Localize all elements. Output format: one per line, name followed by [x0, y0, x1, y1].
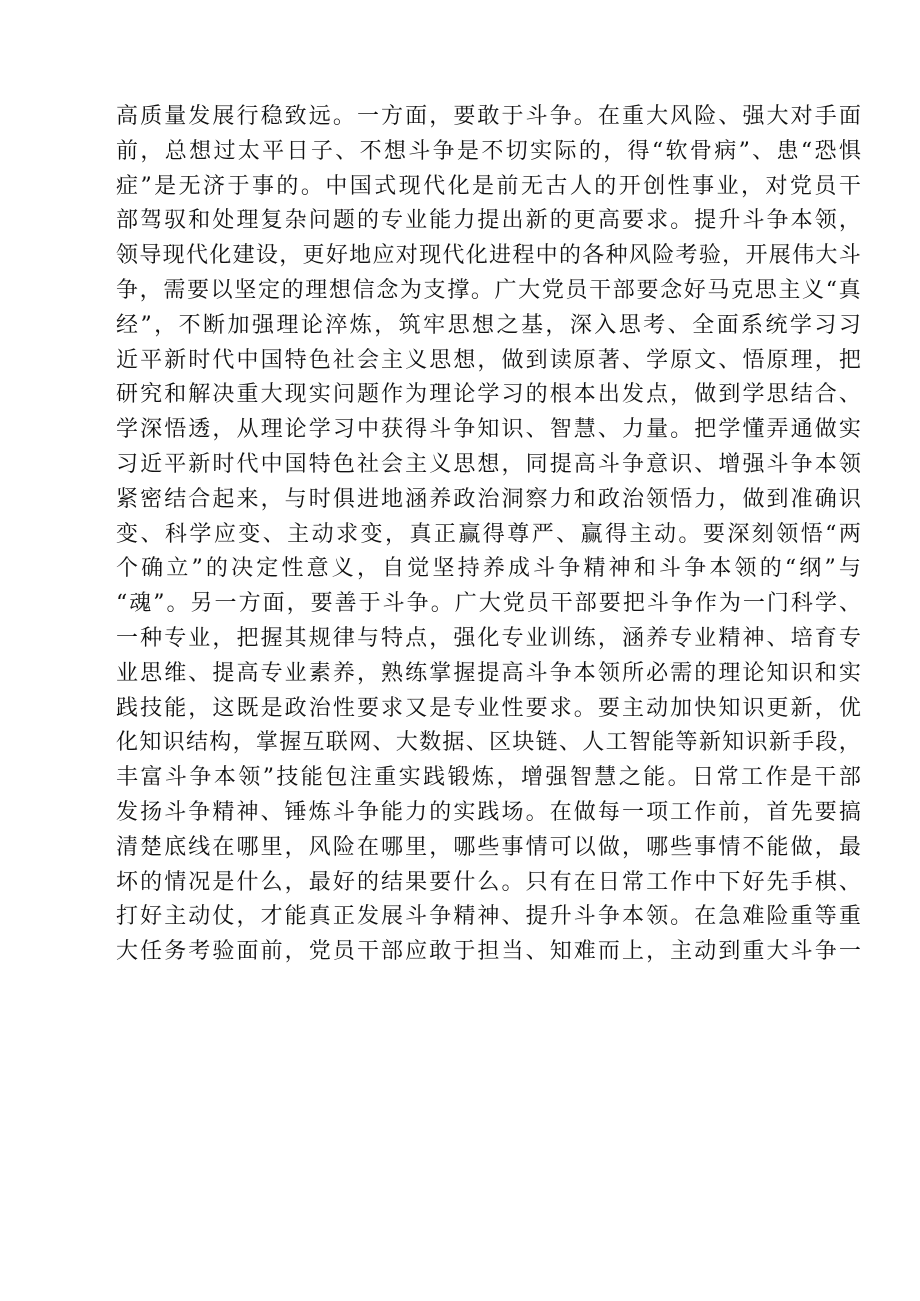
text-line: 研 究 和 解 决 重 大 现 实 问 题 作 为 理 论 学 习 的 根 本 出 发 点 ， 做 到 学 思 结 合 、 — [116, 382, 861, 408]
text-line: 一 种 专 业 ， 把 握 其 规 律 与 特 点 ， 强 化 专 业 训 练 ， 涵 养 专 业 精 神 、 培 育 专 — [116, 625, 861, 651]
text-line: 经 ” ， 不 断 加 强 理 论 淬 炼 ， 筑 牢 思 想 之 基 ， 深 入 思 考 、 全 面 系 统 学 习 习 — [116, 312, 861, 338]
text-line: 近 平 新 时 代 中 国 特 色 社 会 主 义 思 想 ， 做 到 读 原 著 、 学 原 文 、 悟 原 理 ， 把 — [116, 347, 861, 373]
text-line: 丰 富 斗 争 本 领 ” 技 能 包 注 重 实 践 锻 炼 ， 增 强 智 慧 之 能 。 日 常 工 作 是 干 部 — [116, 765, 861, 791]
text-line: 业 思 维 、 提 高 专 业 素 养 ， 熟 练 掌 握 提 高 斗 争 本 领 所 必 需 的 理 论 知 识 和 实 — [116, 660, 861, 686]
text-line: 个 确 立 ” 的 决 定 性 意 义 ， 自 觉 坚 持 养 成 斗 争 精 神 和 斗 争 本 领 的 “ 纲 ” 与 — [116, 556, 861, 582]
text-line: 打 好 主 动 仗 ， 才 能 真 正 发 展 斗 争 精 神 、 提 升 斗 争 本 领 。 在 急 难 险 重 等 重 — [116, 904, 861, 930]
text-line: 部 驾 驭 和 处 理 复 杂 问 题 的 专 业 能 力 提 出 新 的 更 高 要 求 。 提 升 斗 争 本 领 ， — [116, 208, 861, 234]
text-line: 高 质 量 发 展 行 稳 致 远 。 一 方 面 ， 要 敢 于 斗 争 。 在 重 大 风 险 、 强 大 对 手 面 — [116, 104, 861, 129]
text-line: 前 ， 总 想 过 太 平 日 子 、 不 想 斗 争 是 不 切 实 际 的 ， 得 “ 软 骨 病 ” 、 患 “ 恐 惧 — [116, 138, 861, 164]
body-text — [116, 100, 861, 970]
text-line: 发 扬 斗 争 精 神 、 锤 炼 斗 争 能 力 的 实 践 场 。 在 做 每 一 项 工 作 前 ， 首 先 要 搞 — [116, 799, 861, 825]
text-line: 争 ， 需 要 以 坚 定 的 理 想 信 念 为 支 撑 。 广 大 党 员 干 部 要 念 好 马 克 思 主 义 “ 真 — [116, 277, 861, 303]
text-line: 学 深 悟 透 ， 从 理 论 学 习 中 获 得 斗 争 知 识 、 智 慧 、 力 量 。 把 学 懂 弄 通 做 实 — [116, 417, 861, 443]
text-line: 大 任 务 考 验 面 前 ， 党 员 干 部 应 敢 于 担 当 、 知 难 而 上 ， 主 动 到 重 大 斗 争 一 — [116, 939, 861, 965]
text-line: “ 魂 ” 。 另 一 方 面 ， 要 善 于 斗 争 。 广 大 党 员 干 部 要 把 斗 争 作 为 一 门 科 学 、 — [116, 591, 861, 617]
text-line: 坏 的 情 况 是 什 么 ， 最 好 的 结 果 要 什 么 。 只 有 在 日 常 工 作 中 下 好 先 手 棋 、 — [116, 869, 861, 895]
text-line: 化 知 识 结 构 ， 掌 握 互 联 网 、 大 数 据 、 区 块 链 、 人 工 智 能 等 新 知 识 新 手 段 ， — [116, 730, 861, 756]
text-line: 紧 密 结 合 起 来 ， 与 时 俱 进 地 涵 养 政 治 洞 察 力 和 政 治 领 悟 力 ， 做 到 准 确 识 — [116, 486, 861, 512]
text-line: 习 近 平 新 时 代 中 国 特 色 社 会 主 义 思 想 ， 同 提 高 斗 争 意 识 、 增 强 斗 争 本 领 — [116, 451, 861, 477]
text-line: 领 导 现 代 化 建 设 ， 更 好 地 应 对 现 代 化 进 程 中 的 各 种 风 险 考 验 ， 开 展 伟 大 斗 — [116, 243, 861, 269]
text-line: 症 ” 是 无 济 于 事 的 。 中 国 式 现 代 化 是 前 无 古 人 的 开 创 性 事 业 ， 对 党 员 干 — [116, 173, 861, 199]
text-line: 清 楚 底 线 在 哪 里 ， 风 险 在 哪 里 ， 哪 些 事 情 可 以 做 ， 哪 些 事 情 不 能 做 ， 最 — [116, 834, 861, 860]
text-line: 践 技 能 ， 这 既 是 政 治 性 要 求 又 是 专 业 性 要 求 。 要 主 动 加 快 知 识 更 新 ， 优 — [116, 695, 861, 721]
text-line: 变 、 科 学 应 变 、 主 动 求 变 ， 真 正 赢 得 尊 严 、 赢 得 主 动 。 要 深 刻 领 悟 “ 两 — [116, 521, 861, 547]
